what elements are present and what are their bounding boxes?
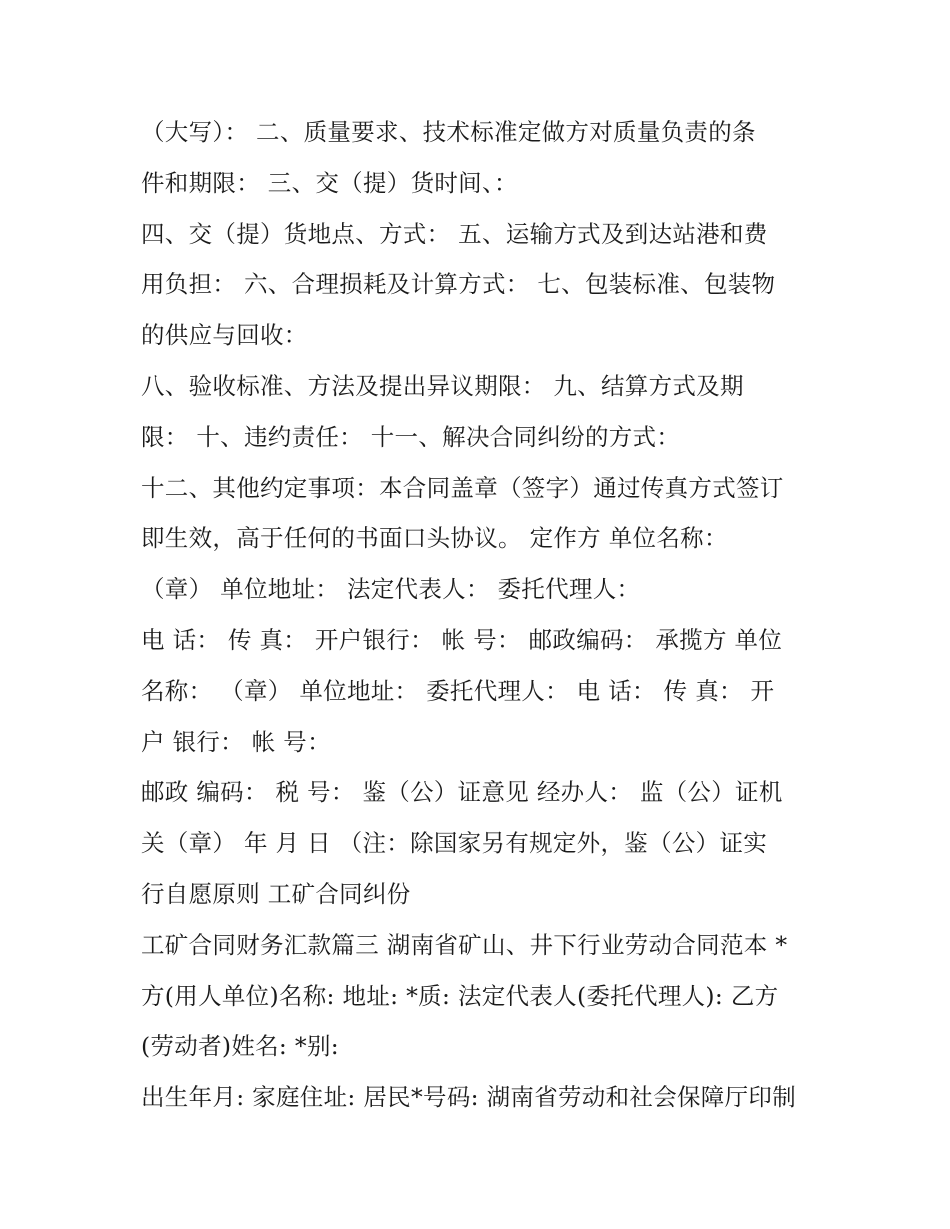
text-line: 四、交（提）货地点、方式： 五、运输方式及到达站港和费 [141, 219, 768, 248]
document-body [141, 107, 831, 1123]
text-line: 方(用人单位)名称: 地址: *质: 法定代表人(委托代理人): 乙方 [141, 981, 779, 1010]
text-line: 即生效，高于任何的书面口头协议。 定作方 单位名称： [141, 524, 728, 553]
text-line: 的供应与回收： [141, 321, 308, 350]
text-line: 限： 十、违约责任： 十一、解决合同纠纷的方式： [141, 422, 681, 451]
text-line: 十二、其他约定事项：本合同盖章（签字）通过传真方式签订 [141, 473, 784, 502]
text-line: 件和期限： 三、交（提）货时间、： [141, 168, 518, 197]
text-line: 邮政 编码： 税 号： 鉴（公）证意见 经办人： 监（公）证机 [141, 778, 783, 807]
text-line: 用负担： 六、合理损耗及计算方式： 七、包装标准、包装物 [141, 270, 776, 299]
text-line: （大写）： 二、质量要求、技术标准定做方对质量负责的条 [141, 118, 756, 146]
text-line: 名称： （章） 单位地址： 委托代理人： 电 话： 传 真： 开 [141, 676, 775, 705]
text-line: 户 银行： 帐 号： [141, 727, 331, 756]
text-line: （章） 单位地址： 法定代表人： 委托代理人： [141, 575, 641, 604]
text-line: 关（章） 年 月 日 （注：除国家另有规定外，鉴（公）证实 [141, 829, 768, 858]
text-line: 出生年月: 家庭住址: 居民*号码: 湖南省劳动和社会保障厅印制 [141, 1083, 797, 1112]
text-line: 工矿合同财务汇款篇三 湖南省矿山、井下行业劳动合同范本 * [141, 930, 788, 959]
text-line: 电 话： 传 真： 开户银行： 帐 号： 邮政编码： 承揽方 单位 [141, 625, 783, 654]
text-line: 行自愿原则 工矿合同纠份 [141, 879, 411, 908]
text-line: 八、验收标准、方法及提出异议期限： 九、结算方式及期 [141, 371, 744, 400]
text-line: (劳动者)姓名: *别: [141, 1032, 339, 1061]
